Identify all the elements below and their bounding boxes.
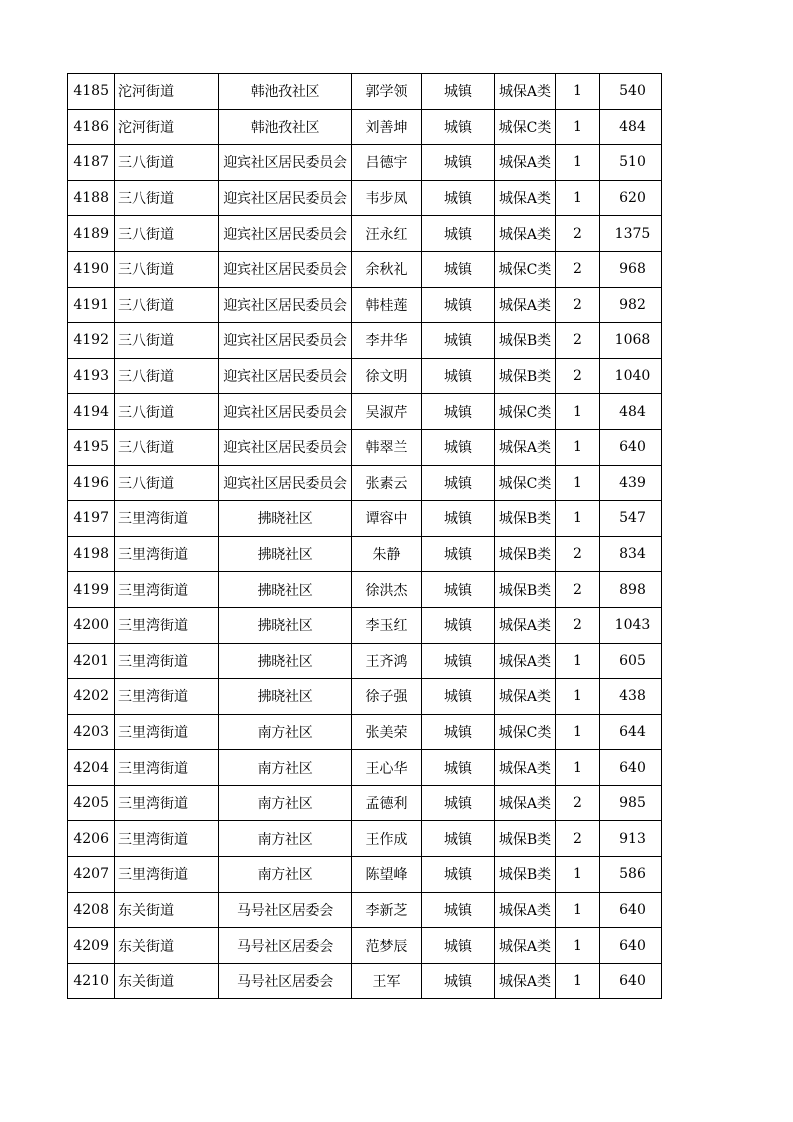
street-cell: 三里湾街道	[115, 607, 219, 643]
household-count-cell: 1	[556, 750, 600, 786]
street-cell: 三八街道	[115, 145, 219, 181]
area-type-cell: 城镇	[422, 714, 495, 750]
amount-cell: 640	[600, 429, 662, 465]
row-number-cell: 4209	[68, 928, 115, 964]
community-cell: 迎宾社区居民委员会	[219, 429, 352, 465]
amount-cell: 438	[600, 679, 662, 715]
street-cell: 三八街道	[115, 251, 219, 287]
street-cell: 三八街道	[115, 180, 219, 216]
household-count-cell: 2	[556, 607, 600, 643]
person-name-cell: 王心华	[352, 750, 422, 786]
street-cell: 三八街道	[115, 216, 219, 252]
amount-cell: 1040	[600, 358, 662, 394]
household-count-cell: 1	[556, 892, 600, 928]
street-cell: 三里湾街道	[115, 643, 219, 679]
table-row	[68, 643, 662, 679]
community-cell: 迎宾社区居民委员会	[219, 287, 352, 323]
insurance-category-cell: 城保A类	[495, 643, 556, 679]
row-number-cell: 4194	[68, 394, 115, 430]
community-cell: 南方社区	[219, 821, 352, 857]
area-type-cell: 城镇	[422, 251, 495, 287]
insurance-category-cell: 城保B类	[495, 572, 556, 608]
row-number-cell: 4189	[68, 216, 115, 252]
area-type-cell: 城镇	[422, 501, 495, 537]
person-name-cell: 郭学领	[352, 74, 422, 110]
table-row	[68, 180, 662, 216]
amount-cell: 547	[600, 501, 662, 537]
household-count-cell: 1	[556, 857, 600, 893]
amount-cell: 968	[600, 251, 662, 287]
insurance-category-cell: 城保A类	[495, 429, 556, 465]
row-number-cell: 4190	[68, 251, 115, 287]
row-number-cell: 4204	[68, 750, 115, 786]
street-cell: 东关街道	[115, 963, 219, 999]
area-type-cell: 城镇	[422, 323, 495, 359]
street-cell: 三里湾街道	[115, 572, 219, 608]
community-cell: 南方社区	[219, 714, 352, 750]
household-count-cell: 1	[556, 679, 600, 715]
table-row	[68, 572, 662, 608]
community-cell: 马号社区居委会	[219, 892, 352, 928]
street-cell: 三里湾街道	[115, 785, 219, 821]
insurance-category-cell: 城保C类	[495, 465, 556, 501]
insurance-category-cell: 城保B类	[495, 323, 556, 359]
street-cell: 三八街道	[115, 287, 219, 323]
community-cell: 南方社区	[219, 750, 352, 786]
person-name-cell: 汪永红	[352, 216, 422, 252]
person-name-cell: 韩桂莲	[352, 287, 422, 323]
street-cell: 三里湾街道	[115, 679, 219, 715]
area-type-cell: 城镇	[422, 358, 495, 394]
amount-cell: 982	[600, 287, 662, 323]
row-number-cell: 4196	[68, 465, 115, 501]
community-cell: 马号社区居委会	[219, 928, 352, 964]
household-count-cell: 2	[556, 572, 600, 608]
table-row	[68, 287, 662, 323]
community-cell: 迎宾社区居民委员会	[219, 394, 352, 430]
table-row	[68, 429, 662, 465]
household-count-cell: 2	[556, 358, 600, 394]
household-count-cell: 2	[556, 251, 600, 287]
table-row	[68, 607, 662, 643]
community-cell: 拂晓社区	[219, 572, 352, 608]
insurance-category-cell: 城保B类	[495, 857, 556, 893]
household-count-cell: 1	[556, 928, 600, 964]
area-type-cell: 城镇	[422, 750, 495, 786]
records-table	[67, 73, 662, 999]
person-name-cell: 朱静	[352, 536, 422, 572]
person-name-cell: 王齐鸿	[352, 643, 422, 679]
person-name-cell: 余秋礼	[352, 251, 422, 287]
community-cell: 韩池孜社区	[219, 74, 352, 110]
street-cell: 沱河街道	[115, 74, 219, 110]
area-type-cell: 城镇	[422, 643, 495, 679]
person-name-cell: 范梦辰	[352, 928, 422, 964]
insurance-category-cell: 城保B类	[495, 536, 556, 572]
community-cell: 迎宾社区居民委员会	[219, 465, 352, 501]
amount-cell: 1043	[600, 607, 662, 643]
street-cell: 三里湾街道	[115, 821, 219, 857]
community-cell: 马号社区居委会	[219, 963, 352, 999]
community-cell: 拂晓社区	[219, 643, 352, 679]
insurance-category-cell: 城保B类	[495, 358, 556, 394]
table-body	[68, 74, 662, 999]
area-type-cell: 城镇	[422, 857, 495, 893]
insurance-category-cell: 城保A类	[495, 74, 556, 110]
row-number-cell: 4195	[68, 429, 115, 465]
person-name-cell: 徐子强	[352, 679, 422, 715]
household-count-cell: 1	[556, 643, 600, 679]
table-row	[68, 714, 662, 750]
person-name-cell: 孟德利	[352, 785, 422, 821]
person-name-cell: 李新芝	[352, 892, 422, 928]
amount-cell: 913	[600, 821, 662, 857]
household-count-cell: 1	[556, 109, 600, 145]
amount-cell: 1068	[600, 323, 662, 359]
community-cell: 拂晓社区	[219, 679, 352, 715]
amount-cell: 620	[600, 180, 662, 216]
person-name-cell: 吴淑芹	[352, 394, 422, 430]
row-number-cell: 4207	[68, 857, 115, 893]
insurance-category-cell: 城保A类	[495, 750, 556, 786]
row-number-cell: 4208	[68, 892, 115, 928]
person-name-cell: 张素云	[352, 465, 422, 501]
area-type-cell: 城镇	[422, 429, 495, 465]
area-type-cell: 城镇	[422, 74, 495, 110]
area-type-cell: 城镇	[422, 145, 495, 181]
area-type-cell: 城镇	[422, 180, 495, 216]
household-count-cell: 1	[556, 501, 600, 537]
person-name-cell: 徐文明	[352, 358, 422, 394]
insurance-category-cell: 城保A类	[495, 892, 556, 928]
insurance-category-cell: 城保A类	[495, 287, 556, 323]
insurance-category-cell: 城保C类	[495, 394, 556, 430]
area-type-cell: 城镇	[422, 892, 495, 928]
row-number-cell: 4198	[68, 536, 115, 572]
street-cell: 东关街道	[115, 928, 219, 964]
area-type-cell: 城镇	[422, 963, 495, 999]
household-count-cell: 1	[556, 465, 600, 501]
table-row	[68, 323, 662, 359]
household-count-cell: 2	[556, 323, 600, 359]
street-cell: 三八街道	[115, 394, 219, 430]
table-row	[68, 857, 662, 893]
person-name-cell: 韦步凤	[352, 180, 422, 216]
community-cell: 南方社区	[219, 785, 352, 821]
person-name-cell: 张美荣	[352, 714, 422, 750]
table-row	[68, 74, 662, 110]
table-row	[68, 821, 662, 857]
household-count-cell: 2	[556, 536, 600, 572]
area-type-cell: 城镇	[422, 572, 495, 608]
row-number-cell: 4185	[68, 74, 115, 110]
insurance-category-cell: 城保A类	[495, 145, 556, 181]
table-row	[68, 536, 662, 572]
street-cell: 东关街道	[115, 892, 219, 928]
insurance-category-cell: 城保A类	[495, 785, 556, 821]
row-number-cell: 4203	[68, 714, 115, 750]
area-type-cell: 城镇	[422, 287, 495, 323]
area-type-cell: 城镇	[422, 536, 495, 572]
row-number-cell: 4205	[68, 785, 115, 821]
row-number-cell: 4200	[68, 607, 115, 643]
row-number-cell: 4186	[68, 109, 115, 145]
household-count-cell: 2	[556, 821, 600, 857]
insurance-category-cell: 城保A类	[495, 607, 556, 643]
household-count-cell: 1	[556, 180, 600, 216]
row-number-cell: 4202	[68, 679, 115, 715]
community-cell: 南方社区	[219, 857, 352, 893]
household-count-cell: 2	[556, 785, 600, 821]
community-cell: 迎宾社区居民委员会	[219, 251, 352, 287]
community-cell: 拂晓社区	[219, 536, 352, 572]
household-count-cell: 1	[556, 145, 600, 181]
table-row	[68, 109, 662, 145]
amount-cell: 510	[600, 145, 662, 181]
amount-cell: 540	[600, 74, 662, 110]
person-name-cell: 吕德宇	[352, 145, 422, 181]
person-name-cell: 谭容中	[352, 501, 422, 537]
insurance-category-cell: 城保C类	[495, 109, 556, 145]
person-name-cell: 陈望峰	[352, 857, 422, 893]
street-cell: 三里湾街道	[115, 536, 219, 572]
insurance-category-cell: 城保C类	[495, 714, 556, 750]
table-row	[68, 358, 662, 394]
insurance-category-cell: 城保C类	[495, 251, 556, 287]
community-cell: 韩池孜社区	[219, 109, 352, 145]
row-number-cell: 4193	[68, 358, 115, 394]
table-row	[68, 251, 662, 287]
amount-cell: 484	[600, 394, 662, 430]
amount-cell: 644	[600, 714, 662, 750]
table-row	[68, 750, 662, 786]
table-row	[68, 963, 662, 999]
table-row	[68, 394, 662, 430]
community-cell: 拂晓社区	[219, 607, 352, 643]
amount-cell: 484	[600, 109, 662, 145]
amount-cell: 898	[600, 572, 662, 608]
person-name-cell: 徐洪杰	[352, 572, 422, 608]
area-type-cell: 城镇	[422, 216, 495, 252]
table-row	[68, 679, 662, 715]
person-name-cell: 李玉红	[352, 607, 422, 643]
street-cell: 三八街道	[115, 358, 219, 394]
area-type-cell: 城镇	[422, 785, 495, 821]
row-number-cell: 4188	[68, 180, 115, 216]
row-number-cell: 4191	[68, 287, 115, 323]
insurance-category-cell: 城保B类	[495, 821, 556, 857]
insurance-category-cell: 城保B类	[495, 501, 556, 537]
street-cell: 三八街道	[115, 429, 219, 465]
household-count-cell: 1	[556, 74, 600, 110]
amount-cell: 640	[600, 928, 662, 964]
row-number-cell: 4187	[68, 145, 115, 181]
household-count-cell: 1	[556, 394, 600, 430]
person-name-cell: 王军	[352, 963, 422, 999]
community-cell: 拂晓社区	[219, 501, 352, 537]
insurance-category-cell: 城保A类	[495, 180, 556, 216]
table-row	[68, 145, 662, 181]
household-count-cell: 1	[556, 429, 600, 465]
table-row	[68, 465, 662, 501]
street-cell: 三八街道	[115, 465, 219, 501]
street-cell: 三里湾街道	[115, 750, 219, 786]
amount-cell: 605	[600, 643, 662, 679]
street-cell: 三里湾街道	[115, 714, 219, 750]
row-number-cell: 4199	[68, 572, 115, 608]
area-type-cell: 城镇	[422, 394, 495, 430]
amount-cell: 640	[600, 963, 662, 999]
table-row	[68, 501, 662, 537]
household-count-cell: 2	[556, 216, 600, 252]
insurance-category-cell: 城保A类	[495, 216, 556, 252]
street-cell: 三里湾街道	[115, 501, 219, 537]
table-row	[68, 928, 662, 964]
street-cell: 三八街道	[115, 323, 219, 359]
household-count-cell: 2	[556, 287, 600, 323]
community-cell: 迎宾社区居民委员会	[219, 180, 352, 216]
household-count-cell: 1	[556, 714, 600, 750]
row-number-cell: 4192	[68, 323, 115, 359]
area-type-cell: 城镇	[422, 821, 495, 857]
area-type-cell: 城镇	[422, 607, 495, 643]
community-cell: 迎宾社区居民委员会	[219, 145, 352, 181]
area-type-cell: 城镇	[422, 679, 495, 715]
community-cell: 迎宾社区居民委员会	[219, 358, 352, 394]
amount-cell: 640	[600, 892, 662, 928]
household-count-cell: 1	[556, 963, 600, 999]
street-cell: 三里湾街道	[115, 857, 219, 893]
amount-cell: 640	[600, 750, 662, 786]
amount-cell: 834	[600, 536, 662, 572]
person-name-cell: 刘善坤	[352, 109, 422, 145]
row-number-cell: 4210	[68, 963, 115, 999]
amount-cell: 439	[600, 465, 662, 501]
row-number-cell: 4201	[68, 643, 115, 679]
community-cell: 迎宾社区居民委员会	[219, 216, 352, 252]
amount-cell: 1375	[600, 216, 662, 252]
area-type-cell: 城镇	[422, 928, 495, 964]
person-name-cell: 韩翠兰	[352, 429, 422, 465]
street-cell: 沱河街道	[115, 109, 219, 145]
table-row	[68, 892, 662, 928]
insurance-category-cell: 城保A类	[495, 679, 556, 715]
amount-cell: 985	[600, 785, 662, 821]
table-row	[68, 216, 662, 252]
person-name-cell: 王作成	[352, 821, 422, 857]
insurance-category-cell: 城保A类	[495, 928, 556, 964]
amount-cell: 586	[600, 857, 662, 893]
area-type-cell: 城镇	[422, 465, 495, 501]
row-number-cell: 4197	[68, 501, 115, 537]
table-row	[68, 785, 662, 821]
insurance-category-cell: 城保A类	[495, 963, 556, 999]
area-type-cell: 城镇	[422, 109, 495, 145]
community-cell: 迎宾社区居民委员会	[219, 323, 352, 359]
person-name-cell: 李井华	[352, 323, 422, 359]
row-number-cell: 4206	[68, 821, 115, 857]
